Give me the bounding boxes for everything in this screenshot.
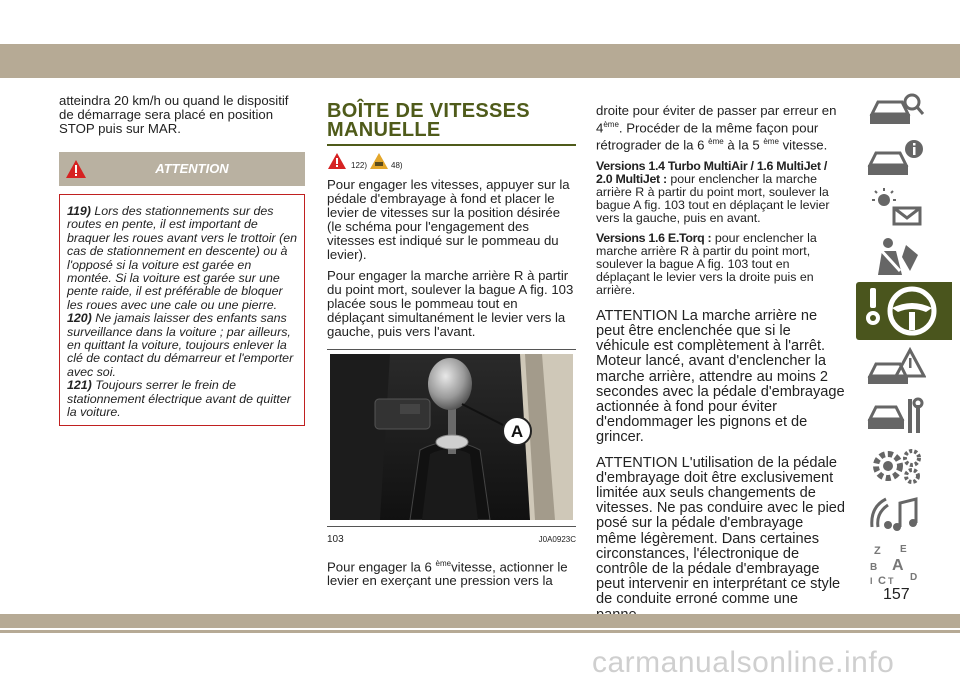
car-tools-icon (866, 395, 926, 437)
intro-paragraph: atteindra 20 km/h ou quand le dispositif de démarrage sera placé en position STOP puis sur MAR. (59, 93, 289, 136)
paragraph-engage-gears: Pour engager les vitesses, appuyer sur la pédale d'embrayage à fond et placer le levier de vitesses sur la position désirée (le schéma pour l'engagement des vitesses est indiqué sur le pommeau du levier). (327, 177, 570, 262)
multimedia-icon (866, 493, 926, 535)
paragraph-versions-multijet: Versions 1.4 Turbo MultiAir / 1.6 MultiJet / 2.0 MultiJet : pour enclencher la marche arrière R à partir du point mort, soulever la bague A fig. 103 tout en déplaçant le levier vers la gauche, puis en avant. (596, 158, 830, 225)
environment-caution-icon (369, 152, 389, 170)
paragraph-reverse: Pour engager la marche arrière R à partir du point mort, soulever la bague A fig. 103 placée sous le pommeau tout en déplaçant simultanément le levier vers la gauche, puis vers l'avant. (327, 268, 574, 339)
column-middle (327, 102, 576, 595)
tab-car-info[interactable] (858, 135, 950, 180)
section-title: BOÎTE DE VITESSES MANUELLE (327, 100, 530, 141)
figure-number: 103 (327, 534, 344, 545)
figure-103 (327, 349, 576, 527)
warning-triangle-icon (65, 159, 87, 179)
gear-lever-photo (330, 354, 573, 520)
title-rule (327, 144, 576, 146)
svg-text:E: E (900, 544, 907, 555)
car-search-icon (866, 88, 926, 130)
column-right (596, 104, 846, 633)
paragraph-versions-etorq: Versions 1.6 E.Torq : pour enclencher la marche arrière R à partir du point mort, soulever la bague A fig. 103 tout en déplaçant le levier vers la droite puis en arrière. (596, 230, 817, 297)
tab-dashboard-lights[interactable] (858, 184, 950, 229)
tab-safety[interactable] (858, 233, 950, 278)
column-left (59, 94, 305, 426)
svg-text:I: I (870, 576, 873, 586)
svg-text:C: C (878, 575, 886, 586)
seatbelt-safety-icon (866, 235, 926, 277)
svg-text:A: A (892, 557, 904, 574)
page-number: 157 (883, 586, 910, 603)
attention-box (59, 194, 305, 426)
dashboard-lights-icon (866, 186, 926, 228)
gear-service-icon (866, 444, 926, 486)
bottom-rule (0, 630, 960, 633)
svg-text:T: T (888, 576, 894, 586)
car-info-icon (866, 137, 926, 179)
attention-title: ATTENTION (155, 161, 229, 176)
attention-header (59, 152, 305, 186)
figure-reference: J0A0923C (538, 535, 576, 544)
warning-triangle-icon (866, 346, 926, 388)
alphabet-index-icon (866, 542, 926, 586)
svg-text:D: D (910, 572, 918, 583)
svg-text:B: B (870, 562, 878, 573)
tab-car-search[interactable] (858, 86, 950, 131)
warning-triangle-icon (327, 152, 347, 170)
tab-multimedia[interactable] (858, 491, 950, 536)
callout-label-a: A (510, 422, 524, 441)
tab-emergency[interactable] (858, 344, 950, 389)
tab-index[interactable] (858, 540, 950, 585)
note-119: 119) Lors des stationnements sur des routes en pente, il est important de braquer les roues avant vers le trottoir (en cas de stationnement en descente) ou à l'opposé si la voiture est garée en montée. Si la voiture est garée sur une pente raide, il est préférable de bloquer les roues avec une cale ou une pierre. (67, 204, 298, 312)
note-121: 121) Toujours serrer le frein de stationnement électrique avant de quitter la voiture. (67, 378, 291, 420)
note-120: 120) Ne jamais laisser des enfants sans surveillance dans la voiture ; par ailleurs, en quittant la voiture, toujours enlever la clé de contact du démarreur et l'emporter avec soi. (67, 311, 294, 379)
tab-technical-data[interactable] (858, 442, 950, 487)
paragraph-sixth-continued: droite pour éviter de passer par erreur en 4ème. Procéder de la même façon pour rétrograder de la 6 $^{ème}$ à la 5 $^{ème}$ vitesse. (596, 103, 837, 153)
reference-icons: 122) 48) (327, 152, 576, 172)
figure-caption (327, 533, 576, 547)
watermark: carmanualsonline.info (592, 646, 895, 679)
top-band (0, 44, 960, 78)
chapter-index-sidebar (858, 86, 950, 589)
svg-text:Z: Z (874, 545, 881, 557)
tab-maintenance[interactable] (858, 393, 950, 438)
bottom-band (0, 614, 960, 628)
tab-starting-driving[interactable] (856, 282, 952, 340)
steering-key-icon (864, 284, 944, 338)
attention-clutch: ATTENTION L'utilisation de la pédale d'embrayage doit être exclusivement limitée aux seuls changements de vitesses. Ne pas conduire avec le pied posé sur la pédale d'embrayage même légèrement. Dans certaines circonstances, l'électronique de contrôle de la pédale d'embrayage peut intervenir en interprétant ce style de conduite erroné comme une (596, 454, 846, 608)
attention-reverse: ATTENTION La marche arrière ne peut être enclenchée que si le véhicule est complètement à l'arrêt. Moteur lancé, avant d'enclencher la marche arrière, attendre au moins 2 secondes avec la pédale d'embrayage actionnée à fond pour éviter d'endommager les pignons et de grincer. (596, 307, 845, 446)
paragraph-sixth-gear: Pour engager la 6 $^{ème}$vitesse, actionner le levier en exerçant une pression vers la (327, 559, 568, 589)
